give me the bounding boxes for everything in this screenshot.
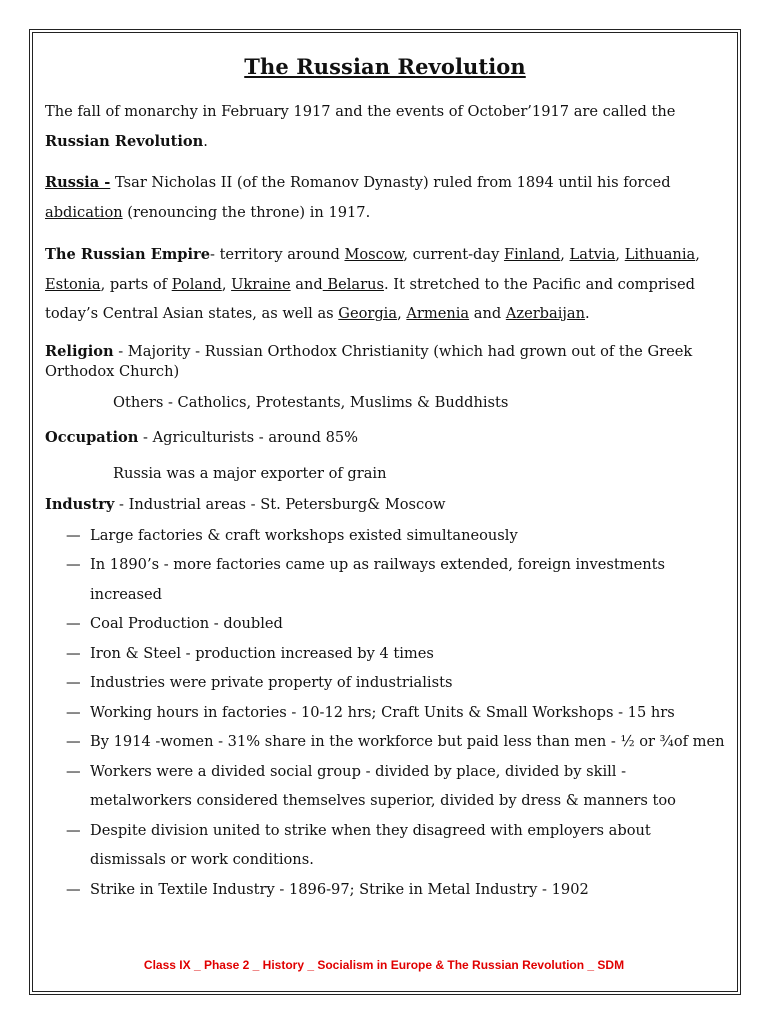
list-item: — Strike in Textile Industry - 1896-97; Strike in Metal Industry - 1902: [45, 875, 725, 905]
list-item: — Industries were private property of industrialists: [45, 668, 725, 698]
dash-marker: —: [66, 733, 81, 750]
abdication-term: abdication: [45, 203, 123, 221]
list-item: — Iron & Steel - production increased by 4 times: [45, 639, 725, 669]
list-item: — By 1914 -women - 31% share in the workforce but paid less than men - ½ or ¾of men: [45, 727, 725, 757]
dash-marker: —: [66, 644, 81, 662]
page-footer: Class IX _ Phase 2 _ History _ Socialism in Europe & The Russian Revolution _ SDM: [143, 958, 625, 972]
dash-marker: —: [66, 615, 81, 632]
document-body: [45, 50, 725, 904]
list-item: — In 1890’s - more factories came up as railways extended, foreign investments increased: [45, 550, 725, 609]
empire-paragraph: The Russian Empire- territory around Moscow, current-day Finland, Latvia, Lithuania, Estonia, parts of Poland, Ukraine and Belarus. It stretched to the Pacific and comprised today’s Central Asian states, as well as Georgia, Armenia and Azerbaijan.: [45, 246, 700, 322]
list-item: — Coal Production - doubled: [45, 609, 725, 639]
dash-marker: —: [66, 556, 81, 573]
occupation-paragraph: Occupation - Agriculturists - around 85%: [45, 429, 359, 446]
dash-marker: —: [66, 703, 81, 721]
industry-list: [45, 521, 725, 905]
russia-paragraph: Russia - Tsar Nicholas II (of the Romanov Dynasty) ruled from 1894 until his forced abdication (renouncing the throne) in 1917.: [45, 174, 671, 221]
dash-marker: —: [66, 526, 81, 544]
list-item: — Large factories & craft workshops existed simultaneously: [45, 521, 725, 551]
dash-marker: —: [66, 674, 81, 691]
intro-paragraph: The fall of monarchy in February 1917 and the events of October’1917 are called the Russian Revolution.: [45, 103, 676, 150]
dash-marker: —: [66, 762, 81, 780]
industry-paragraph: Industry - Industrial areas - St. Petersburg& Moscow: [45, 496, 446, 513]
list-item: — Working hours in factories - 10-12 hrs; Craft Units & Small Workshops - 15 hrs: [45, 698, 725, 728]
page-title: The Russian Revolution: [244, 54, 526, 79]
occupation-sub: Russia was a major exporter of grain: [113, 464, 387, 482]
dash-marker: —: [66, 880, 81, 898]
list-item: — Despite division united to strike when they disagreed with employers about dismissals or work conditions.: [45, 816, 725, 875]
dash-marker: —: [66, 821, 81, 839]
religion-others: Others - Catholics, Protestants, Muslims & Buddhists: [113, 393, 509, 411]
list-item: — Workers were a divided social group - divided by place, divided by skill - metalworkers considered themselves superior, divided by dress & manners too: [45, 757, 725, 816]
religion-paragraph: Religion - Majority - Russian Orthodox Christianity (which had grown out of the Greek Orthodox Church): [45, 342, 693, 380]
